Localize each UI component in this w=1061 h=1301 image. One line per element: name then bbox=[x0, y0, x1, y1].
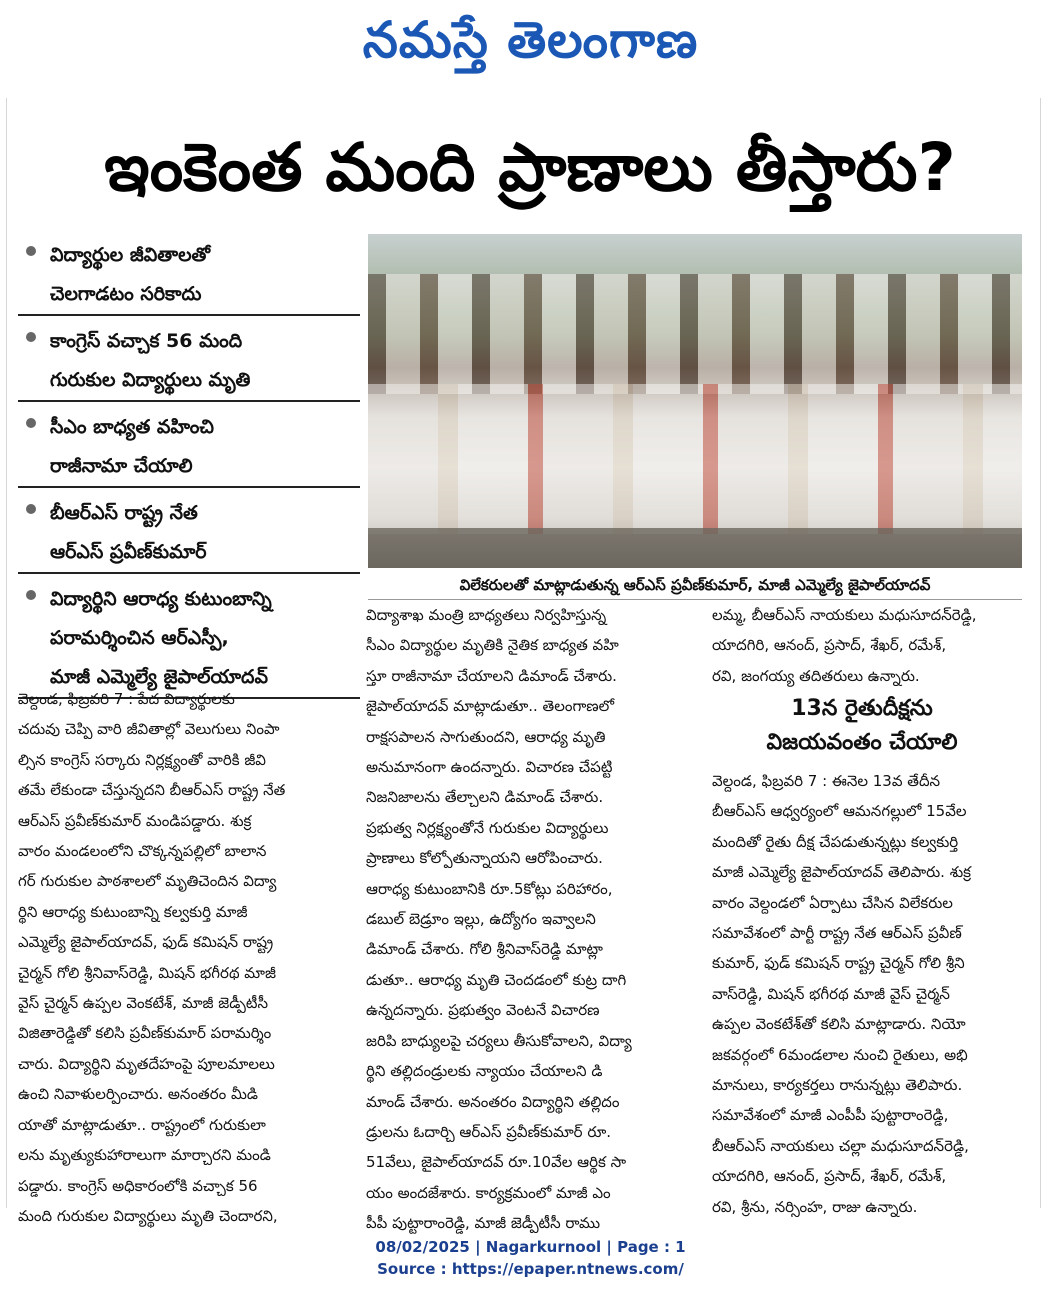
article-line: లను మృత్యుకుహారాలుగా మార్చారని మండి bbox=[18, 1146, 271, 1165]
article-line: 51వేలు, జైపాల్‌యాదవ్ రూ.10వేల ఆర్థిక సా bbox=[366, 1153, 627, 1172]
article-line: ఆరాధ్య కుటుంబానికి రూ.5కోట్లు పరిహారం, bbox=[366, 879, 613, 898]
article-line: యాతో మాట్లాడుతూ.. రాష్ట్రంలో గురుకులా bbox=[18, 1115, 266, 1134]
column-rule-right bbox=[1040, 98, 1041, 1208]
article-line: బీఆర్ఎస్ ఆధ్వర్యంలో ఆమనగల్లులో 15వేల bbox=[712, 802, 967, 821]
article-line: విజితారెడ్డితో కలిసి ప్రవీణ్‌కుమార్ పరామర్శిం bbox=[18, 1024, 272, 1043]
article-line: ప్రాణాలు కోల్పోతున్నాయని ఆరోపించారు. bbox=[366, 849, 603, 868]
article-line: నిజనిజాలను తేల్చాలని డిమాండ్ చేశారు. bbox=[366, 788, 604, 807]
article-line: కుమార్, ఫుడ్ కమిషన్ రాష్ట్ర చైర్మన్ గోలి శ్రీని bbox=[712, 954, 965, 973]
article-line: పీపీ పుట్టారాంరెడ్డి, మాజీ జెడ్పీటీసీ రాము bbox=[366, 1214, 601, 1233]
article-line: రవి, శ్రీను, నర్సింహ, రాజు ఉన్నారు. bbox=[712, 1197, 918, 1216]
masthead bbox=[0, 4, 1061, 76]
article-line: జకవర్గంలో 6మండలాల నుంచి రైతులు, అభి bbox=[712, 1045, 968, 1064]
photo-front-row bbox=[368, 384, 1022, 534]
page-footer bbox=[0, 1236, 1061, 1280]
subhead-line: విజయవంతం చేయాలి bbox=[766, 730, 958, 755]
article-line: డ్రులను ఓదార్చి ఆర్ఎస్ ప్రవీణ్‌కుమార్ రూ. bbox=[366, 1122, 612, 1141]
news-photo bbox=[368, 234, 1022, 568]
article-line: తమే లేకుండా చేస్తున్నదని బీఆర్ఎస్ రాష్ట్ర నేత bbox=[18, 781, 286, 800]
bullet-text: కాంగ్రెస్ వచ్చాక 56 మంది bbox=[50, 330, 243, 352]
article-line: ఎమ్మెల్యే జైపాల్‌యాదవ్, ఫుడ్ కమిషన్ రాష్ట్ర bbox=[18, 933, 274, 952]
bullet-item bbox=[18, 236, 360, 316]
highlight-bullets bbox=[18, 236, 360, 705]
article-line: రవి, జంగయ్య తదితరులు ఉన్నారు. bbox=[712, 666, 920, 685]
bullet-text: పరామర్శించిన ఆర్ఎస్పీ, bbox=[50, 627, 229, 649]
article-line: వెల్దండ, ఫిబ్రవరి 7 : పేద విద్యార్థులకు bbox=[18, 690, 235, 708]
bullet-dot-icon bbox=[26, 418, 36, 428]
article-line: వారం వెల్దండలో ఏర్పాటు చేసిన విలేకరుల bbox=[712, 893, 953, 912]
article-line: మానులు, కార్యకర్తలు రానున్నట్లు తెలిపారు. bbox=[712, 1076, 963, 1095]
bullet-text: ఆర్ఎస్ ప్రవీణ్‌కుమార్ bbox=[50, 541, 207, 563]
photo-caption: విలేకరులతో మాట్లాడుతున్న ఆర్ఎస్ ప్రవీణ్‌కుమార్, మాజీ ఎమ్మెల్యే జైపాల్‌యాదవ్ bbox=[368, 571, 1022, 600]
footer-source: Source : https://epaper.ntnews.com/ bbox=[377, 1260, 684, 1278]
article-line: స్తూ రాజీనామా చేయాలని డిమాండ్ చేశారు. bbox=[366, 666, 617, 685]
article-line: లమ్మ, బీఆర్ఎస్ నాయకులు మధుసూదన్‌రెడ్డి, bbox=[712, 606, 977, 624]
article-line: జరిపి బాధ్యులపై చర్యలు తీసుకోవాలని, విద్యా bbox=[366, 1031, 632, 1050]
article-line: పడ్డారు. కాంగ్రెస్ అధికారంలోకి వచ్చాక 56 bbox=[18, 1176, 258, 1195]
bullet-dot-icon bbox=[26, 246, 36, 256]
sub-article-headline bbox=[712, 692, 1012, 760]
article-line: ఆర్ఎస్ ప్రవీణ్‌కుమార్ మండిపడ్డారు. శుక్ర bbox=[18, 811, 252, 830]
article-line: గర్ గురుకుల పాఠశాలలో మృతిచెందిన విద్యా bbox=[18, 872, 277, 891]
article-column-3-top bbox=[712, 600, 1022, 691]
bullet-text: విద్యార్థుల జీవితాలతో bbox=[50, 244, 211, 266]
footer-date-edition: 08/02/2025 | Nagarkurnool | Page : 1 bbox=[375, 1238, 686, 1256]
bullet-dot-icon bbox=[26, 504, 36, 514]
bullet-item bbox=[18, 408, 360, 488]
article-line: యాదగిరి, ఆనంద్, ప్రసాద్, శేఖర్, రమేశ్, bbox=[712, 1167, 947, 1186]
article-line: ర్థిని ఆరాధ్య కుటుంబాన్ని కల్వకుర్తి మాజీ bbox=[18, 902, 248, 921]
article-line: డబుల్ బెడ్రూం ఇల్లు, ఉద్యోగం ఇవ్వాలని bbox=[366, 910, 596, 929]
article-line: రాక్షసపాలన సాగుతుందని, ఆరాధ్య మృతి bbox=[366, 727, 606, 746]
article-line: మాజీ ఎమ్మెల్యే జైపాల్‌యాదవ్ తెలిపారు. శుక్ర bbox=[712, 863, 971, 882]
article-line: ల్సిన కాంగ్రెస్ సర్కారు నిర్లక్ష్యంతో వారికి జీవి bbox=[18, 750, 266, 769]
bullet-text: చెలగాడటం సరికాదు bbox=[50, 283, 202, 305]
masthead-title: నమస్తే తెలంగాణ bbox=[362, 10, 699, 69]
article-line: ఉంచి నివాళులర్పించారు. అనంతరం మీడి bbox=[18, 1085, 258, 1104]
bullet-text: మాజీ ఎమ్మెల్యే జైపాల్‌యాదవ్ bbox=[50, 666, 268, 688]
bullet-text: రాజీనామా చేయాలి bbox=[50, 455, 193, 477]
photo-crowd bbox=[368, 274, 1022, 394]
article-line: ఉప్పల వెంకటేశ్‌తో కలిసి మాట్లాడారు. నియో bbox=[712, 1015, 966, 1034]
article-line: అనుమానంగా ఉందన్నారు. విచారణ చేపట్టి bbox=[366, 758, 613, 777]
article-line: మందితో రైతు దీక్ష చేపడుతున్నట్లు కల్వకుర్తి bbox=[712, 832, 959, 851]
article-line: చారు. విద్యార్థిని మృతదేహంపై పూలమాలలు bbox=[18, 1054, 275, 1073]
article-line: డుతూ.. ఆరాధ్య మృతి చెందడంలో కుట్ర దాగి bbox=[366, 970, 627, 989]
article-column-1 bbox=[18, 684, 340, 1231]
subhead-line: 13న రైతుదీక్షను bbox=[791, 696, 933, 721]
article-line: వైస్ చైర్మన్ ఉప్పల వెంకటేశ్, మాజీ జెడ్పీటీసీ bbox=[18, 994, 268, 1013]
article-column-2 bbox=[366, 600, 692, 1239]
article-line: ప్రభుత్వ నిర్లక్ష్యంతోనే గురుకుల విద్యార్థులు bbox=[366, 818, 609, 837]
bullet-text: విద్యార్థిని ఆరాధ్య కుటుంబాన్ని bbox=[50, 588, 272, 610]
article-line: మంది గురుకుల విద్యార్థులు మృతి చెందారని, bbox=[18, 1206, 278, 1225]
article-line: సమావేశంలో పార్టీ రాష్ట్ర నేత ఆర్ఎస్ ప్రవీణ్ bbox=[712, 924, 962, 943]
article-line: విద్యాశాఖ మంత్రి బాధ్యతలు నిర్వహిస్తున్న bbox=[366, 606, 607, 624]
article-line: బీఆర్ఎస్ నాయకులు చల్లా మధుసూదన్‌రెడ్డి, bbox=[712, 1136, 969, 1155]
article-line: ఉన్నదన్నారు. ప్రభుత్వం వెంటనే విచారణ bbox=[366, 1001, 600, 1020]
headline: ఇంకెంత మంది ప్రాణాలు తీస్తారు? bbox=[104, 129, 956, 206]
bullet-item bbox=[18, 322, 360, 402]
column-rule-left bbox=[6, 98, 7, 1208]
article-line: డిమాండ్ చేశారు. గోలి శ్రీనివాస్‌రెడ్డి మాట్లా bbox=[366, 940, 603, 959]
article-column-3-bottom bbox=[712, 766, 1022, 1222]
bullet-text: బీఆర్ఎస్ రాష్ట్ర నేత bbox=[50, 502, 198, 524]
article-line: చైర్మన్ గోలి శ్రీనివాస్‌రెడ్డి, మిషన్ భగీరథ మాజీ bbox=[18, 963, 276, 982]
bullet-dot-icon bbox=[26, 590, 36, 600]
article-line: వారం మండలంలోని చొక్కన్నపల్లిలో బాలాన bbox=[18, 842, 267, 861]
article-line: వాస్‌రెడ్డి, మిషన్ భగీరథ మాజీ వైస్ చైర్మన్ bbox=[712, 984, 950, 1003]
article-line: ర్థిని తల్లిదండ్రులకు న్యాయం చేయాలని డి bbox=[366, 1062, 603, 1081]
article-line: జైపాల్‌యాదవ్ మాట్లాడుతూ.. తెలంగాణలో bbox=[366, 697, 615, 716]
photo-ground bbox=[368, 528, 1022, 568]
bullet-dot-icon bbox=[26, 332, 36, 342]
article-line: వెల్దండ, ఫిబ్రవరి 7 : ఈనెల 13వ తేదీన bbox=[712, 772, 941, 790]
article-line: యం అందజేశారు. కార్యక్రమంలో మాజీ ఎం bbox=[366, 1183, 611, 1202]
bullet-item bbox=[18, 494, 360, 574]
bullet-item bbox=[18, 580, 360, 699]
article-line: చదువు చెప్పి వారి జీవితాల్లో వెలుగులు నింపా bbox=[18, 720, 280, 739]
article-line: మాండ్ చేశారు. అనంతరం విద్యార్థిని తల్లిదం bbox=[366, 1092, 620, 1111]
article-line: సీఎం విద్యార్థుల మృతికి నైతిక బాధ్యత వహి bbox=[366, 636, 619, 655]
bullet-text: గురుకుల విద్యార్థులు మృతి bbox=[50, 369, 251, 391]
article-line: సమావేశంలో మాజీ ఎంపీపీ పుట్టారాంరెడ్డి, bbox=[712, 1106, 949, 1125]
article-line: యాదగిరి, ఆనంద్, ప్రసాద్, శేఖర్, రమేశ్, bbox=[712, 636, 947, 655]
bullet-text: సీఎం బాధ్యత వహించి bbox=[50, 416, 214, 438]
